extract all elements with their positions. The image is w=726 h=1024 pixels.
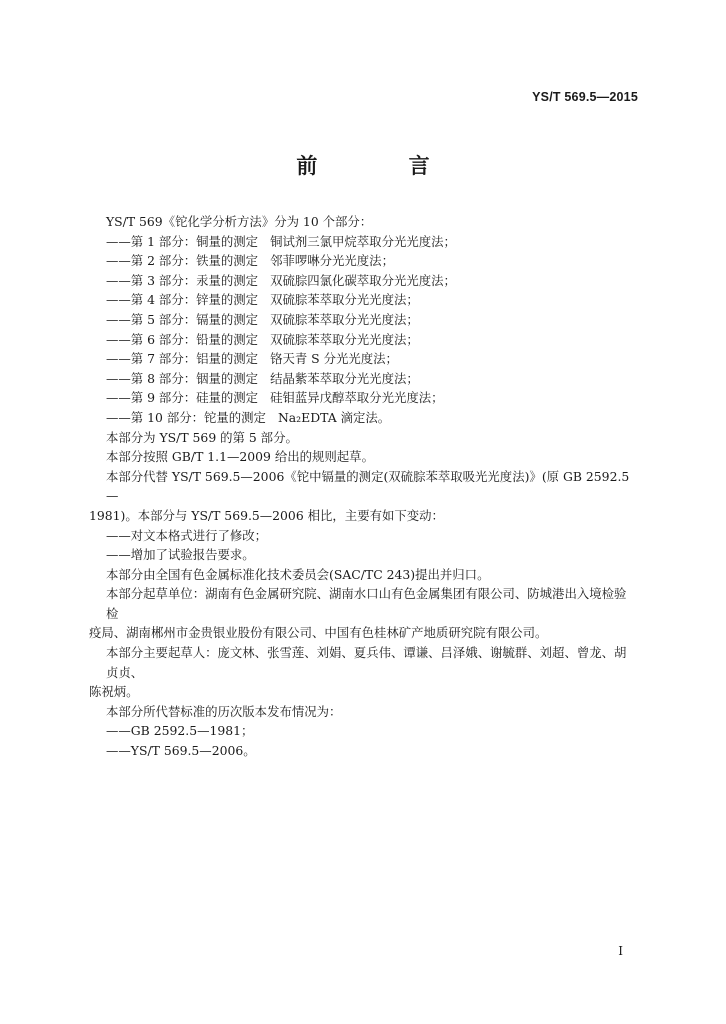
part-label: ——第 5 部分：镉量的测定 [106, 311, 259, 327]
part-label: ——第 8 部分：铟量的测定 [106, 370, 259, 386]
paragraph-history-intro: 本部分所代替标准的历次版本发布情况为： [106, 703, 342, 719]
part-method: 双硫腙苯萃取分光光度法； [270, 292, 419, 308]
standard-code: YS/T 569.5—2015 [532, 90, 638, 104]
part-item [89, 330, 635, 350]
part-method: 邻菲啰啉分光光度法； [270, 253, 394, 269]
paragraph-drafting-units-line1: 本部分起草单位：湖南有色金属研究院、湖南水口山有色金属集团有限公司、防城港出入境检验检 [106, 586, 627, 621]
change-item-format: ——对文本格式进行了修改； [106, 527, 268, 543]
part-label: ——第 1 部分：铜量的测定 [106, 233, 259, 249]
part-item [89, 388, 635, 408]
part-label: ——第 6 部分：铅量的测定 [106, 331, 259, 347]
history-item-yst: ——YS/T 569.5—2006。 [106, 743, 256, 759]
part-item [89, 349, 635, 369]
paragraph-drafting-rule: 本部分按照 GB/T 1.1—2009 给出的规则起草。 [106, 449, 374, 465]
part-method: 结晶紫苯萃取分光光度法； [270, 370, 419, 386]
part-item [89, 369, 635, 389]
page-title: 前 言 [296, 154, 472, 178]
paragraph-replaces-line1: 本部分代替 YS/T 569.5—2006《铊中镉量的测定(双硫腙苯萃取吸光光度法)》(原 GB 2592.5— [106, 468, 630, 504]
foreword-body [89, 212, 635, 761]
parts-list [89, 232, 635, 428]
part-item [89, 408, 635, 428]
part-item [89, 251, 635, 271]
part-item [89, 310, 635, 330]
page-number: I [618, 944, 623, 958]
part-method: 双硫腙四氯化碳萃取分光光度法； [270, 272, 456, 288]
paragraph-replaces-line2: 1981)。本部分与 YS/T 569.5—2006 相比，主要有如下变动： [89, 507, 444, 523]
part-method: 双硫腙苯萃取分光光度法； [270, 331, 419, 347]
part-method: 硅钼蓝异戊醇萃取分光光度法； [270, 390, 444, 406]
part-label: ——第 7 部分：铝量的测定 [106, 351, 259, 367]
part-item [89, 271, 635, 291]
part-label: ——第 10 部分：铊量的测定 [106, 409, 266, 425]
paragraph-drafters-line1: 本部分主要起草人：庞文林、张雪莲、刘娟、夏兵伟、谭谦、吕泽娥、谢毓群、刘超、曾龙、胡贞贞、 [106, 645, 627, 680]
paragraph-drafting-units-line2: 疫局、湖南郴州市金贵银业股份有限公司、中国有色桂林矿产地质研究院有限公司。 [89, 625, 548, 641]
part-label: ——第 9 部分：硅量的测定 [106, 390, 259, 406]
history-item-gb: ——GB 2592.5—1981； [106, 723, 254, 739]
paragraph-part-number: 本部分为 YS/T 569 的第 5 部分。 [106, 429, 298, 445]
part-method: 铬天青 S 分光光度法； [270, 351, 398, 367]
part-method: 铜试剂三氯甲烷萃取分光光度法； [270, 233, 456, 249]
intro-line: YS/T 569《铊化学分析方法》分为 10 个部分： [106, 214, 373, 229]
part-method: 双硫腙苯萃取分光光度法； [270, 311, 419, 327]
change-item-report: ——增加了试验报告要求。 [106, 547, 255, 563]
part-method: Na₂EDTA 滴定法。 [277, 409, 391, 425]
part-label: ——第 4 部分：锌量的测定 [106, 292, 259, 308]
part-label: ——第 3 部分：汞量的测定 [106, 272, 259, 288]
paragraph-proposer: 本部分由全国有色金属标准化技术委员会(SAC/TC 243)提出并归口。 [106, 566, 490, 582]
part-item [89, 290, 635, 310]
paragraph-drafters-line2: 陈祝炳。 [89, 684, 139, 700]
part-label: ——第 2 部分：铁量的测定 [106, 253, 259, 269]
part-item [89, 232, 635, 252]
